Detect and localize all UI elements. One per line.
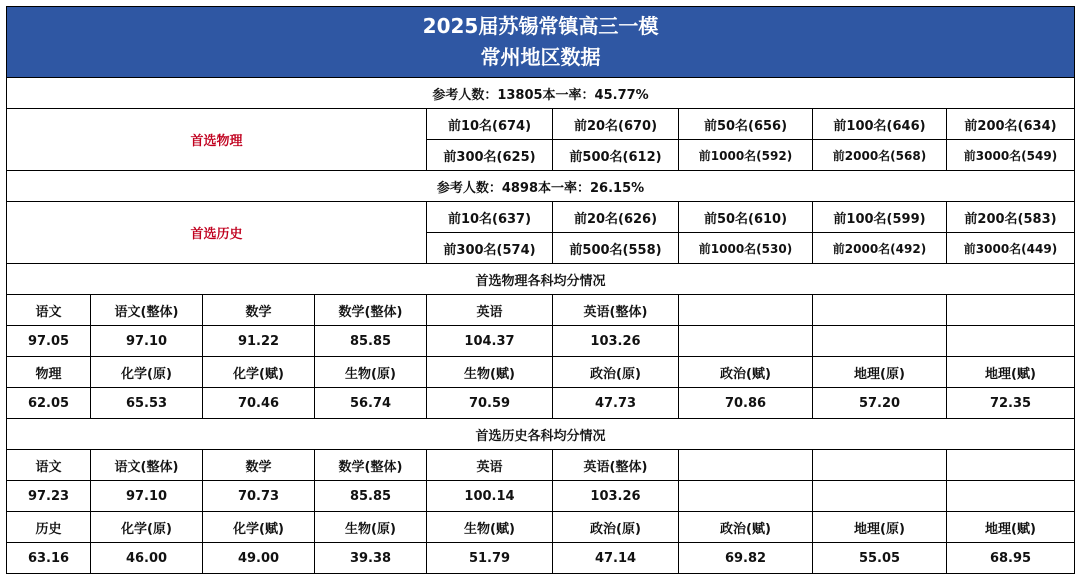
score-value: 49.00 (203, 543, 315, 574)
subject-label: 政治(赋) (679, 512, 813, 543)
history-rank-cell: 前10名(637) (427, 202, 553, 233)
physics-avg-labels-row-1 (7, 295, 1075, 326)
empty-cell (813, 295, 947, 326)
title-line-2: 常州地区数据 (480, 45, 601, 69)
subject-label: 政治(原) (553, 512, 679, 543)
physics-avg-labels-row-2 (7, 357, 1075, 388)
score-table-sheet (6, 6, 1074, 574)
history-avg-labels-row-2 (7, 512, 1075, 543)
history-rank-cell: 前500名(558) (553, 233, 679, 264)
history-rank-cell: 前2000名(492) (813, 233, 947, 264)
physics-rank-cell: 前20名(670) (553, 109, 679, 140)
score-value: 97.10 (91, 481, 203, 512)
physics-rank-cell: 前200名(634) (947, 109, 1075, 140)
empty-cell (813, 450, 947, 481)
physics-avg-header-row (7, 264, 1075, 295)
history-stats-row (7, 171, 1075, 202)
score-value: 97.05 (7, 326, 91, 357)
subject-label: 生物(原) (315, 512, 427, 543)
score-value: 55.05 (813, 543, 947, 574)
history-rank-cell: 前1000名(530) (679, 233, 813, 264)
score-value: 57.20 (813, 388, 947, 419)
history-avg-values-row-2 (7, 543, 1075, 574)
score-value: 70.73 (203, 481, 315, 512)
score-value: 103.26 (553, 326, 679, 357)
score-value: 39.38 (315, 543, 427, 574)
history-avg-header: 首选历史各科均分情况 (7, 419, 1075, 450)
score-value: 47.73 (553, 388, 679, 419)
score-value: 70.59 (427, 388, 553, 419)
score-value: 91.22 (203, 326, 315, 357)
subject-label: 地理(原) (813, 357, 947, 388)
subject-label: 数学 (203, 450, 315, 481)
score-table (6, 6, 1075, 574)
empty-cell (947, 326, 1075, 357)
subject-label: 数学(整体) (315, 295, 427, 326)
physics-avg-values-row-2 (7, 388, 1075, 419)
title-row (7, 7, 1075, 78)
empty-cell (679, 295, 813, 326)
subject-label: 英语 (427, 450, 553, 481)
physics-rank-cell: 前100名(646) (813, 109, 947, 140)
subject-label: 语文 (7, 450, 91, 481)
subject-label: 语文(整体) (91, 450, 203, 481)
subject-label: 物理 (7, 357, 91, 388)
subject-label: 政治(赋) (679, 357, 813, 388)
history-rank-cell: 前300名(574) (427, 233, 553, 264)
score-value: 85.85 (315, 481, 427, 512)
empty-cell (947, 481, 1075, 512)
score-value: 47.14 (553, 543, 679, 574)
subject-label: 地理(原) (813, 512, 947, 543)
subject-label: 语文(整体) (91, 295, 203, 326)
score-value: 68.95 (947, 543, 1075, 574)
subject-label: 化学(原) (91, 512, 203, 543)
physics-rank-cell: 前50名(656) (679, 109, 813, 140)
score-value: 72.35 (947, 388, 1075, 419)
subject-label: 英语 (427, 295, 553, 326)
score-value: 97.23 (7, 481, 91, 512)
table-title (7, 7, 1075, 78)
empty-cell (947, 450, 1075, 481)
history-rank-cell: 前50名(610) (679, 202, 813, 233)
subject-label: 数学(整体) (315, 450, 427, 481)
history-stats: 参考人数：4898本一率：26.15% (7, 171, 1075, 202)
history-avg-values-row-1 (7, 481, 1075, 512)
score-value: 103.26 (553, 481, 679, 512)
physics-rank-cell: 前10名(674) (427, 109, 553, 140)
empty-cell (679, 326, 813, 357)
subject-label: 英语(整体) (553, 450, 679, 481)
physics-stats-row (7, 78, 1075, 109)
subject-label: 政治(原) (553, 357, 679, 388)
subject-label: 生物(原) (315, 357, 427, 388)
physics-ranks-row-1 (7, 109, 1075, 140)
subject-label: 地理(赋) (947, 357, 1075, 388)
score-value: 70.46 (203, 388, 315, 419)
empty-cell (813, 326, 947, 357)
physics-rank-cell: 前2000名(568) (813, 140, 947, 171)
subject-label: 地理(赋) (947, 512, 1075, 543)
empty-cell (679, 481, 813, 512)
empty-cell (813, 481, 947, 512)
subject-label: 数学 (203, 295, 315, 326)
history-avg-labels-row-1 (7, 450, 1075, 481)
history-section-label: 首选历史 (7, 202, 427, 264)
subject-label: 化学(原) (91, 357, 203, 388)
subject-label: 化学(赋) (203, 357, 315, 388)
physics-rank-cell: 前3000名(549) (947, 140, 1075, 171)
physics-rank-cell: 前500名(612) (553, 140, 679, 171)
history-rank-cell: 前3000名(449) (947, 233, 1075, 264)
score-value: 97.10 (91, 326, 203, 357)
physics-rank-cell: 前300名(625) (427, 140, 553, 171)
subject-label: 英语(整体) (553, 295, 679, 326)
subject-label: 生物(赋) (427, 357, 553, 388)
score-value: 69.82 (679, 543, 813, 574)
history-ranks-row-1 (7, 202, 1075, 233)
subject-label: 化学(赋) (203, 512, 315, 543)
subject-label: 历史 (7, 512, 91, 543)
history-rank-cell: 前100名(599) (813, 202, 947, 233)
empty-cell (679, 450, 813, 481)
history-avg-header-row (7, 419, 1075, 450)
score-value: 70.86 (679, 388, 813, 419)
score-value: 104.37 (427, 326, 553, 357)
title-line-1: 2025届苏锡常镇高三一模 (422, 14, 659, 38)
history-rank-cell: 前200名(583) (947, 202, 1075, 233)
score-value: 51.79 (427, 543, 553, 574)
score-value: 100.14 (427, 481, 553, 512)
history-rank-cell: 前20名(626) (553, 202, 679, 233)
score-value: 63.16 (7, 543, 91, 574)
score-value: 85.85 (315, 326, 427, 357)
subject-label: 生物(赋) (427, 512, 553, 543)
score-value: 62.05 (7, 388, 91, 419)
physics-avg-header: 首选物理各科均分情况 (7, 264, 1075, 295)
physics-section-label: 首选物理 (7, 109, 427, 171)
physics-rank-cell: 前1000名(592) (679, 140, 813, 171)
physics-stats: 参考人数：13805本一率：45.77% (7, 78, 1075, 109)
subject-label: 语文 (7, 295, 91, 326)
empty-cell (947, 295, 1075, 326)
physics-avg-values-row-1 (7, 326, 1075, 357)
score-value: 56.74 (315, 388, 427, 419)
score-value: 65.53 (91, 388, 203, 419)
score-value: 46.00 (91, 543, 203, 574)
